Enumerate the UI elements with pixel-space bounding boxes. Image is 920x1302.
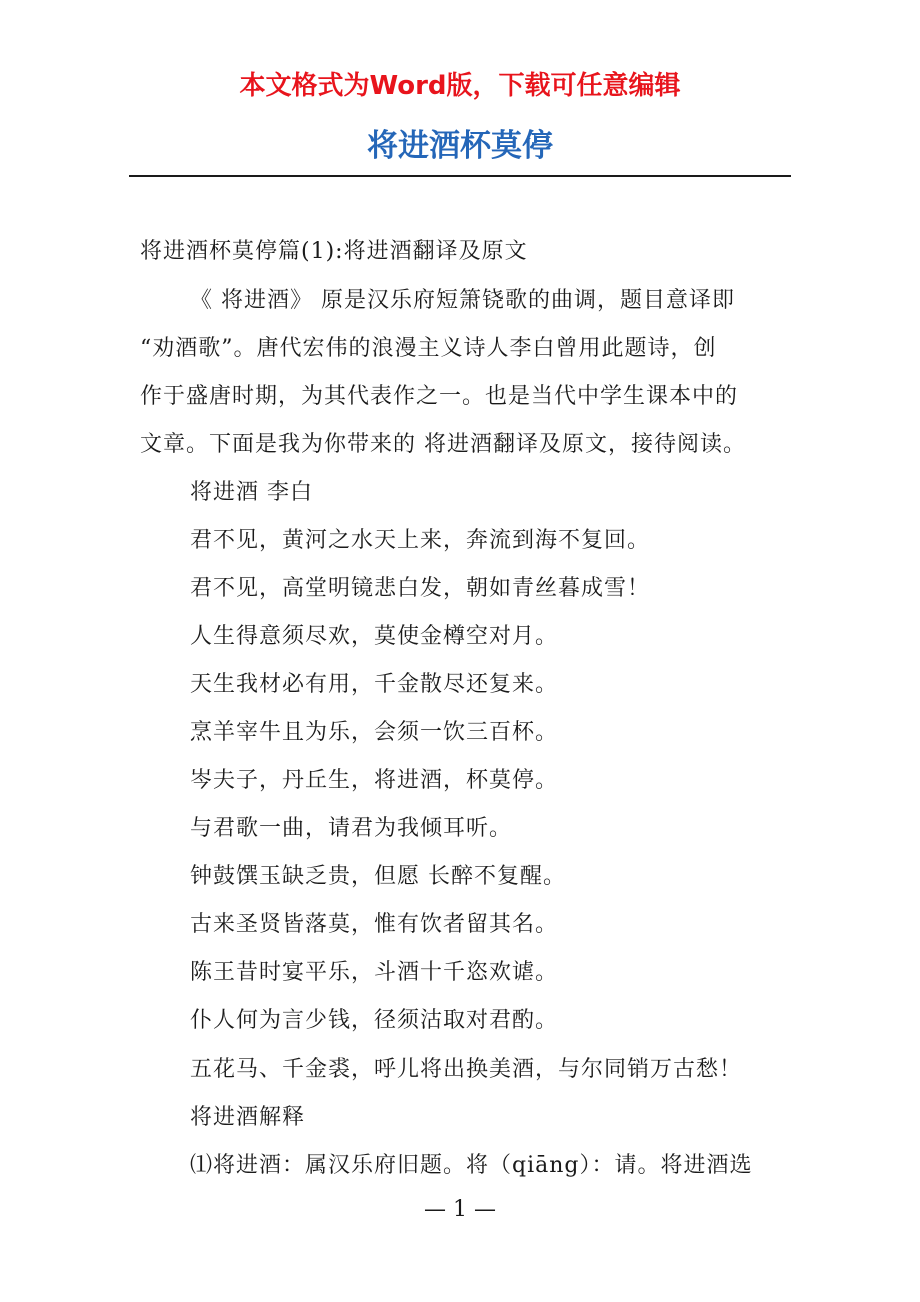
section-heading: 将进酒杯莫停篇(1):将进酒翻译及原文 xyxy=(140,239,528,264)
intro-line-2: “劝酒歌”。唐代宏伟的浪漫主义诗人李白曾用此题诗，创 xyxy=(140,336,717,361)
poem-line: 古来圣贤皆落莫，惟有饮者留其名。 xyxy=(190,912,559,937)
title-divider xyxy=(129,175,791,177)
poem-line: 陈王昔时宴平乐，斗酒十千恣欢谑。 xyxy=(190,960,559,985)
note-item: ⑴将进酒：属汉乐府旧题。将（qiāng）：请。将进酒选 xyxy=(190,1153,753,1178)
format-banner: 本文格式为Word版，下载可任意编辑 xyxy=(239,71,681,101)
intro-line-4: 文章。下面是我为你带来的 将进酒翻译及原文，接待阅读。 xyxy=(140,432,746,457)
poem-line: 天生我材必有用，千金散尽还复来。 xyxy=(190,672,559,697)
document-title: 将进酒杯莫停 xyxy=(367,128,553,164)
poem-line: 君不见，黄河之水天上来，奔流到海不复回。 xyxy=(190,528,651,553)
poem-line: 岑夫子，丹丘生，将进酒，杯莫停。 xyxy=(190,768,559,793)
intro-line-1: 《 将进酒》 原是汉乐府短箫铙歌的曲调，题目意译即 xyxy=(190,288,735,313)
poem-line: 烹羊宰牛且为乐，会须一饮三百杯。 xyxy=(190,720,559,745)
intro-line-3: 作于盛唐时期，为其代表作之一。也是当代中学生课本中的 xyxy=(140,384,739,409)
poem-title: 将进酒 李白 xyxy=(190,480,313,505)
poem-line: 仆人何为言少钱，径须沽取对君酌。 xyxy=(190,1008,559,1033)
notes-heading: 将进酒解释 xyxy=(190,1105,306,1130)
poem-line: 五花马、千金裘，呼儿将出换美酒，与尔同销万古愁！ xyxy=(190,1057,743,1082)
poem-line: 人生得意须尽欢，莫使金樽空对月。 xyxy=(190,624,559,649)
poem-line: 君不见，高堂明镜悲白发，朝如青丝暮成雪！ xyxy=(190,576,651,601)
page-number: — 1 — xyxy=(424,1197,496,1222)
poem-line: 钟鼓馔玉缺乏贵，但愿 长醉不复醒。 xyxy=(190,864,566,889)
poem-line: 与君歌一曲，请君为我倾耳听。 xyxy=(190,816,513,841)
